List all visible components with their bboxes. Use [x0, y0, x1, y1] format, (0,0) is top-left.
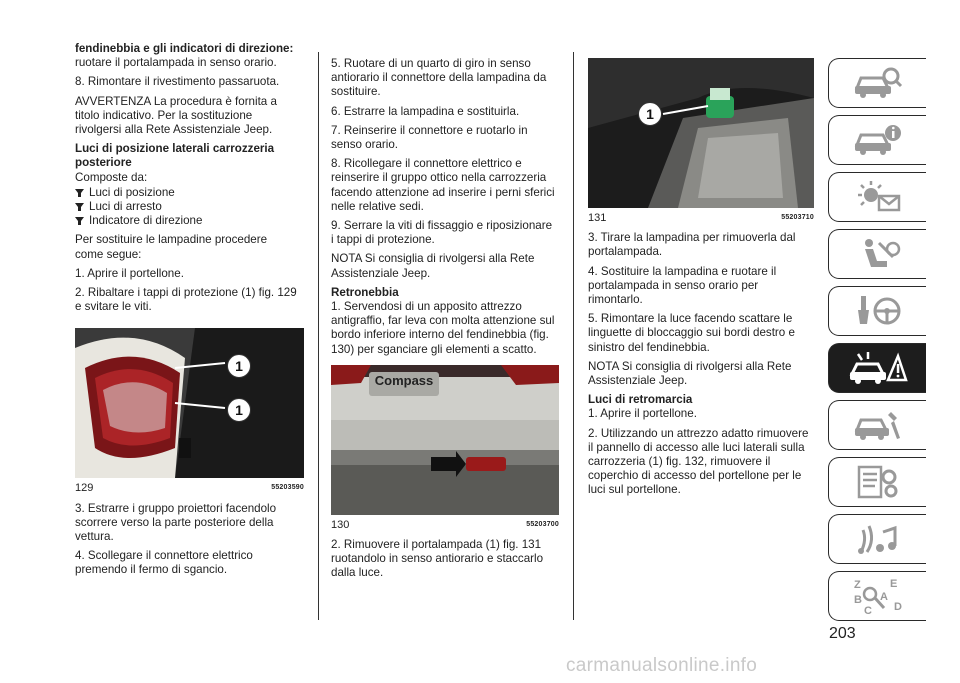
list-item: Indicatore di direzione [75, 214, 297, 228]
figure-code: 55203590 [271, 484, 304, 492]
warning-note: AVVERTENZA La procedura è fornita a titolo indicativo. Per la sostituzione rivolgersi alla Rete Assistenziale Jeep. [75, 94, 277, 137]
svg-text:A: A [879, 591, 888, 603]
paragraph: 1. Aprire il portellone. [588, 407, 697, 421]
paragraph: 9. Serrare la viti di fissaggio e riposizionare i tappi di protezione. [331, 219, 553, 247]
paragraph: 3. Estrarre i gruppo proiettori facendolo scorrere verso la parte posteriore della vettura. [75, 501, 277, 544]
watermark: carmanualsonline.info [566, 655, 758, 676]
section-heading: Luci di retromarcia [588, 393, 693, 407]
paragraph: 5. Ruotare di un quarto di giro in senso antiorario il connettore della lampadina da sostituire. [331, 57, 547, 99]
svg-text:B: B [853, 594, 862, 606]
tab-in-emergency[interactable] [828, 343, 926, 393]
tab-index[interactable] [828, 571, 926, 621]
section-heading: fendinebbia e gli indicatori di direzione: [75, 42, 294, 55]
callout-marker: 1 [227, 398, 251, 422]
bulb-bullet-icon [75, 216, 85, 226]
bulb-bullet-icon [75, 202, 85, 212]
note: NOTA Si consiglia di rivolgersi alla Rete Assistenziale Jeep. [331, 252, 535, 280]
list-item: Luci di arresto [75, 200, 297, 214]
paragraph: 1. Servendosi di un apposito attrezzo antigraffio, far leva con molta attenzione sul bordo inferiore interno del fendinebbia (fig. 130) per sganciare gli elementi a scatto. [331, 300, 555, 356]
tab-servicing[interactable] [828, 400, 926, 450]
figure-code: 55203710 [781, 214, 814, 221]
figure-number: 131 [588, 212, 607, 224]
car-info-icon [853, 123, 903, 157]
svg-text:C: C [863, 605, 872, 616]
paragraph: 6. Estrarre la lampadina e sostituirla. [331, 104, 520, 118]
paragraph: Per sostituire le lampadine procedere come segue: [75, 233, 268, 261]
lamp-holder-photo [588, 58, 814, 208]
list-item: Luci di posizione [75, 186, 297, 200]
figure-129 [75, 328, 304, 478]
paragraph: 1. Aprire il portellone. [75, 266, 184, 280]
tab-multimedia[interactable] [828, 514, 926, 564]
taillight-photo [75, 328, 304, 478]
paragraph: Composte da: [75, 170, 148, 184]
paragraph: 4. Scollegare il connettore elettrico premendo il fermo di sgancio. [75, 549, 253, 577]
figure-131 [588, 58, 814, 208]
steering-tools-icon [853, 294, 903, 328]
bullet-list [75, 186, 297, 229]
column-3 [588, 58, 814, 503]
bulb-bullet-icon [75, 188, 85, 198]
badge-text: Compass [374, 372, 434, 388]
specs-gears-icon [853, 465, 903, 499]
svg-text:Z: Z [853, 579, 861, 591]
paragraph: 2. Ribaltare i tappi di protezione (1) fig. 129 e svitare le viti. [75, 286, 297, 314]
tab-technical-specs[interactable] [828, 457, 926, 507]
tab-safety[interactable] [828, 229, 926, 279]
section-heading: Luci di posizione laterali carrozzeria posteriore [75, 142, 275, 170]
callout-marker: 1 [638, 102, 662, 126]
paragraph: ruotare il portalampada in senso orario. [75, 56, 277, 70]
car-service-icon [853, 408, 903, 442]
callout-marker: 1 [227, 354, 251, 378]
figure-130 [331, 365, 559, 515]
paragraph: 8. Rimontare il rivestimento passaruota. [75, 75, 280, 89]
figure-number: 129 [75, 482, 94, 495]
car-search-icon [853, 66, 903, 100]
figure-caption [75, 481, 304, 495]
airbag-seat-icon [853, 237, 903, 271]
paragraph: 7. Reinserire il connettore e ruotarlo in senso orario. [331, 123, 528, 152]
paragraph: 8. Ricollegare il connettore elettrico e reinserire il gruppo ottico nella carrozzeria facendo attenzione ad inserire i perni sferici nelle relative sedi. [331, 157, 555, 213]
warning-lights-icon [853, 180, 903, 214]
rear-bumper-photo [331, 365, 559, 515]
page-number: 203 [829, 625, 856, 642]
paragraph: 5. Rimontare la luce facendo scattare le linguette di bloccaggio sui bordi destro e sinistro del fendinebbia. [588, 312, 795, 354]
figure-caption [331, 518, 559, 532]
tab-starting-driving[interactable] [828, 286, 926, 336]
paragraph: 4. Sostituire la lampadina e ruotare il portalampada in senso orario per rimontarlo. [588, 264, 777, 307]
svg-text:E: E [889, 578, 897, 590]
paragraph: 2. Rimuovere il portalampada (1) fig. 131 ruotandolo in senso antiorario e staccarlo dalla luce. [331, 538, 544, 580]
figure-number: 130 [331, 518, 350, 531]
multimedia-icon [853, 522, 903, 556]
column-1 [75, 42, 304, 583]
index-alphabet-icon [850, 576, 906, 616]
section-heading: Retronebbia [331, 285, 399, 299]
tab-getting-to-know[interactable] [828, 58, 926, 108]
figure-caption [588, 211, 814, 225]
figure-code: 55203700 [526, 520, 559, 528]
tab-warning-lights[interactable] [828, 172, 926, 222]
paragraph: 3. Tirare la lampadina per rimuoverla dal portalampada. [588, 231, 796, 259]
tab-dashboard[interactable] [828, 115, 926, 165]
column-divider [318, 52, 319, 620]
paragraph: 2. Utilizzando un attrezzo adatto rimuovere il pannello di accesso alle luci laterali sulla carrozzeria (1) fig. 132, rimuovere il coperchio di accesso del portellone per le luci sul portellone. [588, 426, 809, 497]
column-2 [331, 57, 557, 586]
emergency-car-icon [848, 350, 908, 386]
svg-text:D: D [893, 601, 902, 613]
note: NOTA Si consiglia di rivolgersi alla Rete Assistenziale Jeep. [588, 359, 792, 388]
column-divider [573, 52, 574, 620]
